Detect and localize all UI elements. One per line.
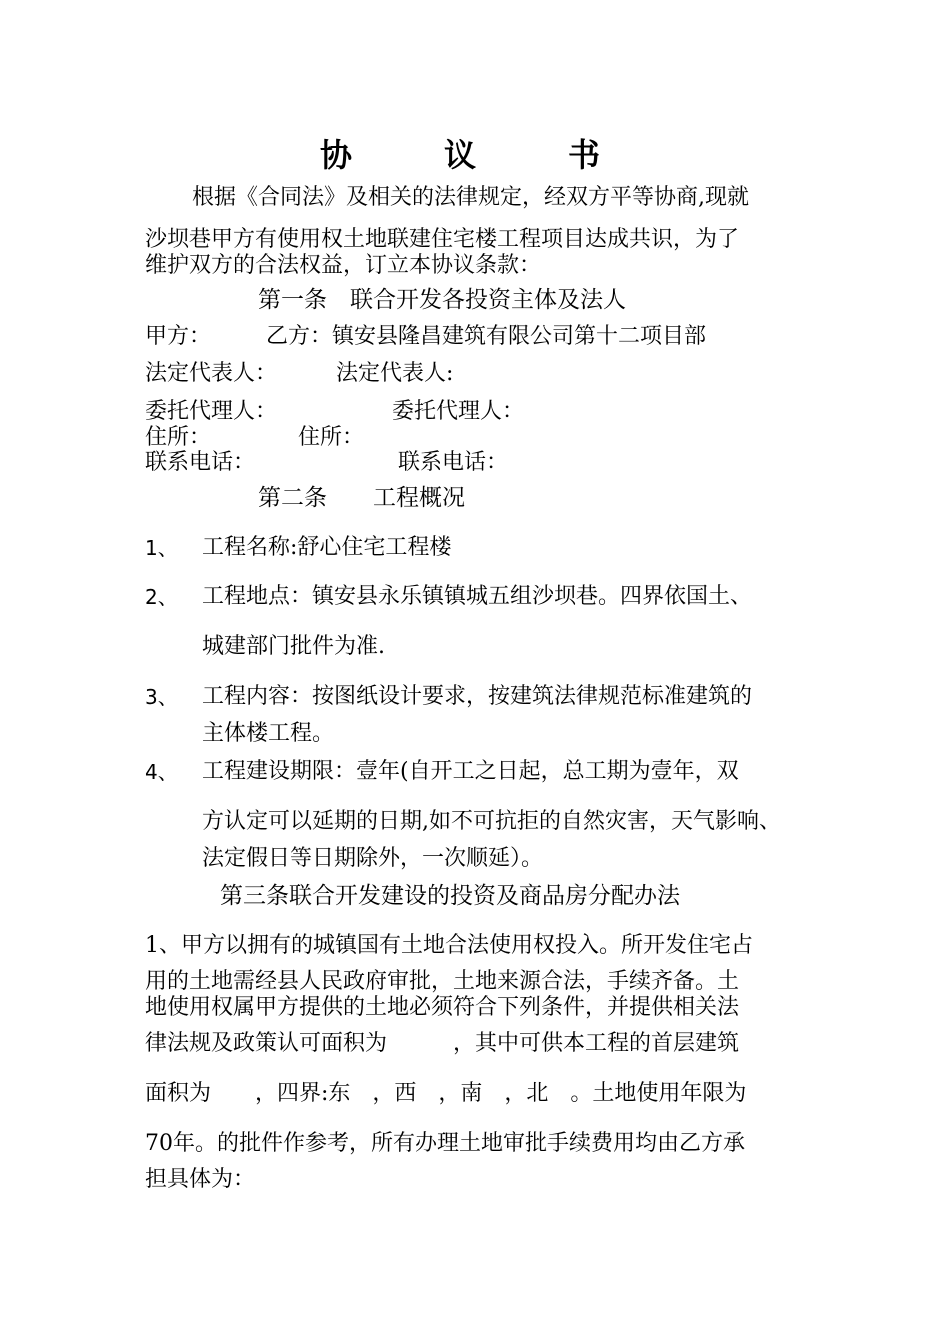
item-number: 2、 — [145, 585, 178, 609]
item-line: 工程内容：按图纸设计要求，按建筑法律规范标准建筑的 — [202, 684, 753, 709]
article3-line: 用的土地需经县人民政府审批，土地来源合法，手续齐备。土 — [145, 969, 740, 994]
article3-line: 担具体为： — [145, 1167, 256, 1192]
item-line: 城建部门批件为准. — [202, 634, 385, 659]
item-line: 工程地点：镇安县永乐镇镇城五组沙坝巷。四界依国土、 — [202, 584, 753, 609]
article3-line: 面积为 ，四界:东 ，西 ，南 ，北 。土地使用年限为 — [145, 1081, 747, 1106]
item-line: 法定假日等日期除外，一次顺延）。 — [202, 846, 544, 871]
agent-b-label: 委托代理人： — [392, 399, 525, 424]
preamble-line-2: 沙坝巷甲方有使用权土地联建住宅楼工程项目达成共识，为了 — [145, 227, 740, 252]
tel-b-label: 联系电话： — [398, 450, 509, 475]
rep-b-label: 法定代表人: — [336, 361, 454, 386]
article2-heading: 第二条 工程概况 — [258, 485, 465, 511]
tel-a-label: 联系电话： — [145, 450, 256, 475]
item-line: 工程建设期限：壹年(自开工之日起，总工期为壹年，双 — [202, 759, 739, 784]
item-line: 工程名称:舒心住宅工程楼 — [202, 535, 452, 560]
party-b-label: 乙方：镇安县隆昌建筑有限公司第十二项目部 — [266, 324, 707, 349]
article3-heading: 第三条联合开发建设的投资及商品房分配办法 — [220, 883, 680, 909]
item-number: 4、 — [145, 760, 178, 784]
article1-heading: 第一条 联合开发各投资主体及法人 — [258, 287, 626, 313]
item-number: 1、 — [145, 536, 178, 560]
article3-line: 地使用权属甲方提供的土地必须符合下列条件，并提供相关法 — [145, 995, 740, 1020]
addr-b-label: 住所： — [298, 425, 365, 450]
rep-a-label: 法定代表人： — [145, 361, 278, 386]
preamble-line-3: 维护双方的合法权益，订立本协议条款： — [145, 253, 542, 278]
article3-line: 1、甲方以拥有的城镇国有土地合法使用权投入。所开发住宅占 — [145, 933, 753, 958]
preamble-line-1: 根据《合同法》及相关的法律规定，经双方平等协商,现就 — [192, 185, 749, 210]
document-title: 协 议 书 — [319, 136, 630, 174]
item-line: 主体楼工程。 — [202, 721, 335, 746]
article3-line: 70年。的批件作参考，所有办理土地审批手续费用均由乙方承 — [145, 1131, 745, 1156]
agent-a-label: 委托代理人： — [145, 399, 278, 424]
addr-a-label: 住所： — [145, 425, 212, 450]
party-a-label: 甲方： — [145, 324, 212, 349]
item-number: 3、 — [145, 685, 178, 709]
item-line: 方认定可以延期的日期,如不可抗拒的自然灾害，天气影响、 — [202, 809, 781, 834]
article3-line: 律法规及政策认可面积为 ，其中可供本工程的首层建筑 — [145, 1031, 740, 1056]
